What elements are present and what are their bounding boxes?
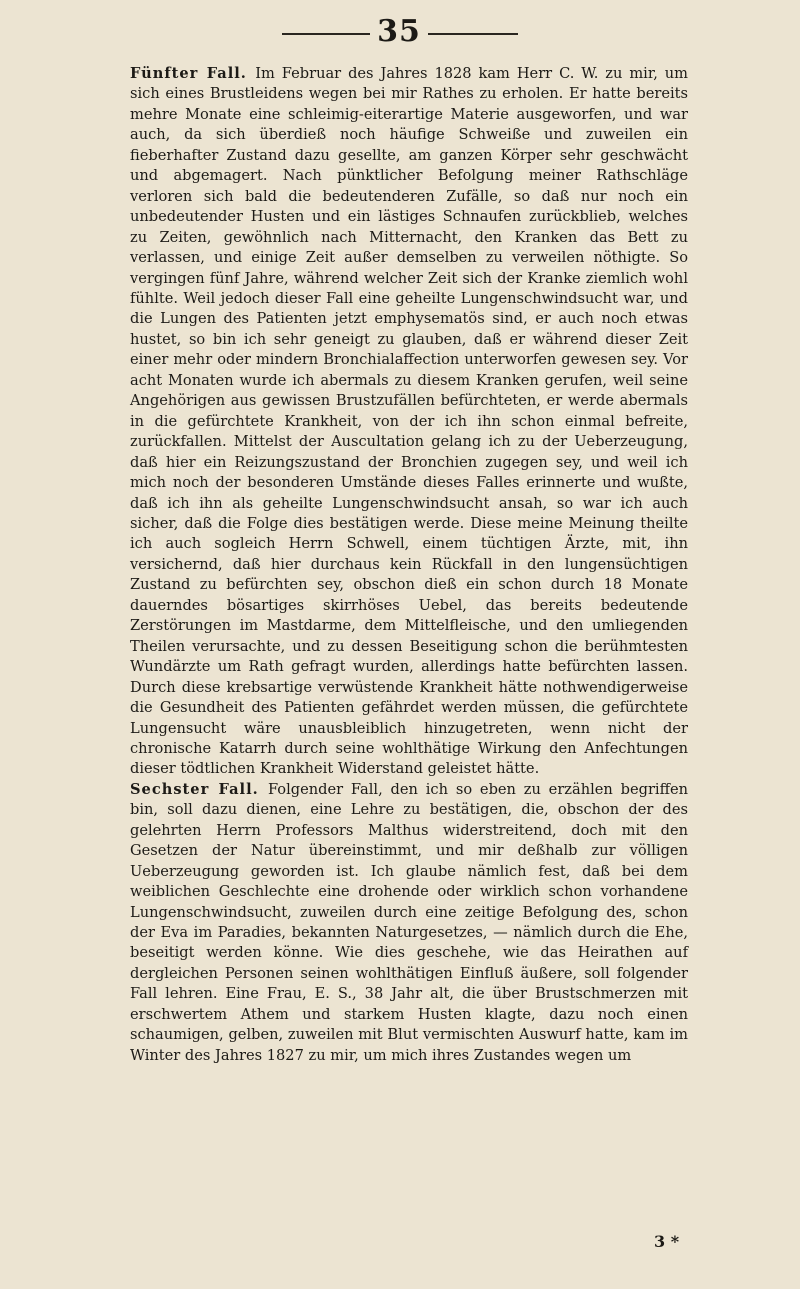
case-5-heading: Fünfter Fall. bbox=[130, 65, 256, 82]
case-6-heading: Sechster Fall. bbox=[130, 780, 268, 798]
signature-mark: 3 * bbox=[654, 1232, 680, 1251]
paragraph-case-5 bbox=[130, 64, 688, 780]
case-5-text: Im Februar des Jahres 1828 kam Herr C. W. zu mir, um sich eines Brustleidens wegen bei mir Rathes zu erholen. Er hatte bereits mehre Monate eine schleimig-eiterartige Materie ausgeworfen, und war auch, da sich überdieß noch häufige Schweiße und zuweilen ein fieberhafter Zustand dazu gesellte, am ganzen Körper sehr geschwächt und abgemagert. Nach pünktlicher Befolgung meiner Rathschläge verloren sich bald die bedeutenderen Zufälle, so daß nur noch ein unbedeutender Husten und ein lästiges Schnaufen zurückblieb, welches zu Zeiten, gewöhnlich nach Mitternacht, den Kranken das Bett zu verlassen, und einige Zeit außer demselben zu verweilen nöthigte. So vergingen fünf Jahre, während welcher Zeit sich der Kranke ziemlich wohl fühlte. Weil jedoch dieser Fall eine geheilte Lungenschwindsucht war, und die Lungen des Patienten jetzt emphysematös sind, er auch noch etwas hustet, so bin ich sehr geneigt zu glauben, daß er während dieser Zeit einer mehr oder mindern Bronchialaffection unterworfen gewesen sey. Vor acht Monaten wurde ich abermals zu diesem Kranken gerufen, weil seine Angehörigen aus gewissen Brustzufällen befürchteten, er werde abermals in die gefürchtete Krankheit, von der ich ihn schon einmal befreite, zurückfallen. Mittelst der Auscultation gelang ich zu der Ueberzeugung, daß hier ein Reizungszustand der Bronchien zugegen sey, und weil ich mich noch der besonderen Umstände dieses Falles erinnerte und wußte, daß ich ihn als geheilte Lungenschwindsucht ansah, so war ich auch sicher, daß die Folge dies bestätigen werde. Diese meine Meinung theilte ich auch sogleich Herrn Schwell, einem tüchtigen Ärzte, mit, ihn versichernd, daß hier durchaus kein Rückfall in den lungensüchtigen Zustand zu befürchten sey, obschon dieß ein schon durch 18 Monate dauerndes bösartiges skirrhöses Uebel, das bereits bedeutende Zerstörungen im Mastdarme, dem Mittelfleische, und den umliegenden Theilen verursachte, und zu dessen Beseitigung schon die berühmtesten Wundärzte um Rath gefragt wurden, allerdings hatte befürchten lassen. Durch diese krebsartige verwüstende Krankheit hätte nothwendigerweise die Gesundheit des Patienten gefährdet werden müssen, die gefürchtete Lungensucht wäre unausbleiblich hinzugetreten, wenn nicht der chronische Katarrh durch seine wohlthätige Wirkung den Anfechtungen dieser tödtlichen Krankheit Widerstand geleistet hätte. bbox=[130, 65, 688, 778]
page-number: 35 bbox=[377, 14, 421, 49]
header-rule-left bbox=[282, 33, 370, 35]
case-6-text: Folgender Fall, den ich so eben zu erzählen begriffen bin, soll dazu dienen, eine Lehre zu bestätigen, die, obschon der des gelehrten Herrn Professors Malthus widerstreitend, doch mit den Gesetzen der Natur übereinstimmt, und mir deßhalb zur völligen Ueberzeugung geworden ist. Ich glaube nämlich fest, daß bei dem weiblichen Geschlechte eine drohende oder wirklich schon vorhandene Lungenschwindsucht, zuweilen durch eine zeitige Befolgung des, schon der Eva im Paradies, bekannten Naturgesetzes, — nämlich durch die Ehe, beseitigt werden könne. Wie dies geschehe, wie das Heirathen auf dergleichen Personen seinen wohlthätigen Einfluß äußere, soll folgender Fall lehren. Eine Frau, E. S., 38 Jahr alt, die über Brustschmerzen mit erschwertem Athem und starkem Husten klagte, dazu noch einen schaumigen, gelben, zuweilen mit Blut vermischten Auswurf hatte, kam im Winter des Jahres 1827 zu mir, um mich ihres Zustandes wegen um bbox=[130, 780, 688, 1064]
page-header bbox=[0, 12, 800, 52]
body-text bbox=[130, 64, 688, 1066]
header-rule-right bbox=[428, 33, 518, 35]
paragraph-case-6 bbox=[130, 780, 688, 1066]
